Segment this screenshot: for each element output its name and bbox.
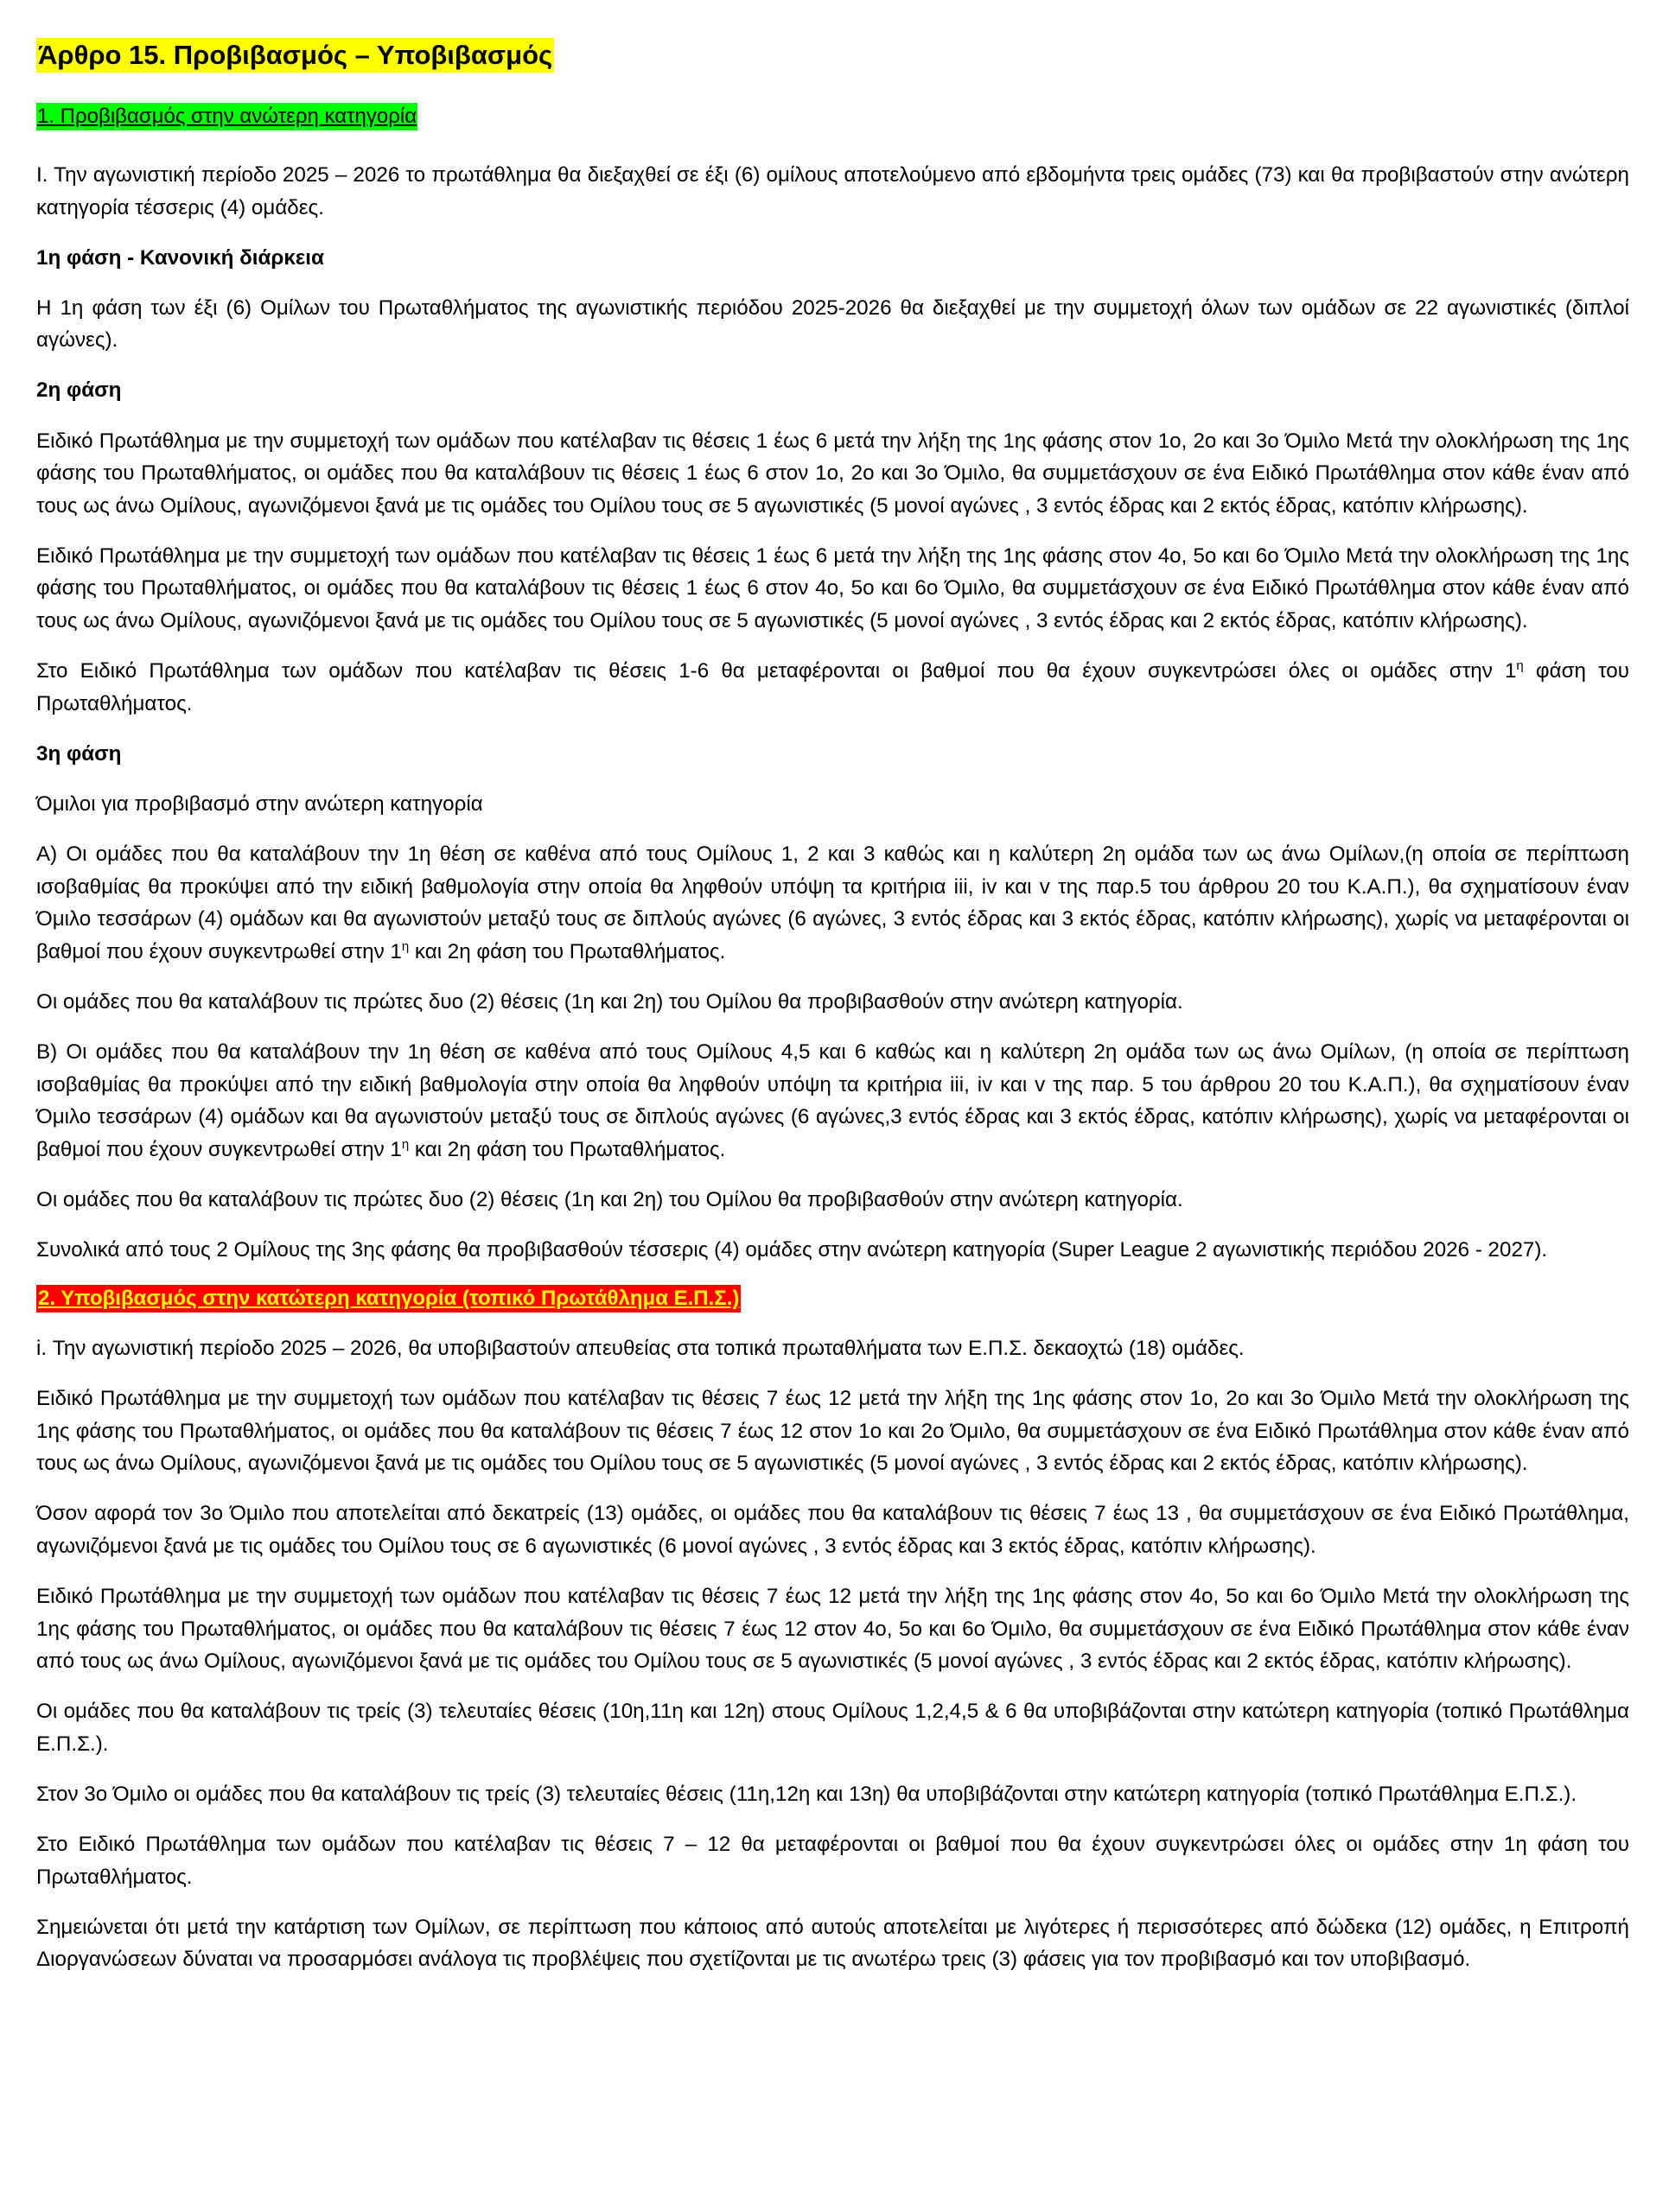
text-run: φάση του Πρωταθλήματος. [36,659,1629,715]
section2-paragraph-2: Ειδικό Πρωτάθλημα με την συμμετοχή των ομάδων που κατέλαβαν τις θέσεις 7 έως 12 μετά την λήξη της 1ης φάσης στον 1ο, 2ο και 3ο Όμιλο Μετά την ολοκλήρωση της 1ης φάσης του Πρωταθλήματος, οι ομάδες που θα καταλάβουν τις θέσεις 7 έως 12 στον 1ο και 2ο Όμιλο, θα συμμετάσχουν σε ένα Ειδικό Πρωτάθλημα στον κάθε έναν από τους ως άνω Ομίλους, αγωνιζόμενοι ξανά με τις ομάδες του Ομίλου τους σε 5 αγωνιστικές (5 μονοί αγώνες , 3 εντός έδρας και 2 εκτός έδρας, κατόπιν κλήρωσης). [36,1387,1629,1476]
phase3-group-b-result: Οι ομάδες που θα καταλάβουν τις πρώτες δυο (2) θέσεις (1η και 2η) του Ομίλου θα προβιβασθούν στην ανώτερη κατηγορία. [36,1187,1183,1211]
section2-heading: 2. Υποβιβασμός στην κατώτερη κατηγορία (τοπικό Πρωτάθλημα Ε.Π.Σ.) [36,1285,741,1313]
phase3-heading: 3η φάση [36,741,122,766]
text-run: Α) Οι ομάδες που θα καταλάβουν την 1η θέση σε καθένα από τους Ομίλους 1, 2 και 3 καθώς και η καλύτερη 2η ομάδα των ως άνω Ομίλων,(η οποία σε περίπτωση ισοβαθμίας θα προκύψει από την ειδική βαθμολογία στην οποία θα ληφθούν υπόψη τα κριτήρια iii, iv και v της παρ.5 του άρθρου 20 του Κ.Α.Π.), θα σχηματίσουν έναν Όμιλο τεσσάρων (4) ομάδων και θα αγωνιστούν μεταξύ τους σε διπλούς αγώνες (6 αγώνες, 3 εντός έδρας και 3 εκτός έδρας, κατόπιν κλήρωσης), χωρίς να μεταφέρονται οι βαθμοί που έχουν συγκεντρωθεί στην 1 [36,842,1629,963]
phase3-group-a [36,838,1629,968]
phase2-paragraph-2: Ειδικό Πρωτάθλημα με την συμμετοχή των ομάδων που κατέλαβαν τις θέσεις 1 έως 6 μετά την λήξη της 1ης φάσης στον 4ο, 5ο και 6ο Όμιλο Μετά την ολοκλήρωση της 1ης φάσης του Πρωταθλήματος, οι ομάδες που θα καταλάβουν τις θέσεις 1 έως 6 στον 4ο, 5ο και 6ο Όμιλο, θα συμμετάσχουν σε ένα Ειδικό Πρωτάθλημα στον κάθε έναν από τους ως άνω Ομίλους, αγωνιζόμενοι ξανά με τις ομάδες του Ομίλου τους σε 5 αγωνιστικές (5 μονοί αγώνες , 3 εντός έδρας και 2 εκτός έδρας, κατόπιν κλήρωσης). [36,543,1629,633]
phase3-group-a-result: Οι ομάδες που θα καταλάβουν τις πρώτες δυο (2) θέσεις (1η και 2η) του Ομίλου θα προβιβασθούν στην ανώτερη κατηγορία. [36,989,1183,1014]
section2-paragraph-3: Όσον αφορά τον 3ο Όμιλο που αποτελείται από δεκατρείς (13) ομάδες, οι ομάδες που θα καταλάβουν τις θέσεις 7 έως 13 , θα συμμετάσχουν σε ένα Ειδικό Πρωτάθλημα, αγωνιζόμενοι ξανά με τις ομάδες του Ομίλου τους σε 6 αγωνιστικές (6 μονοί αγώνες , 3 εντός έδρας και 3 εκτός έδρας, κατόπιν κλήρωσης). [36,1502,1629,1558]
phase1-text: Η 1η φάση των έξι (6) Ομίλων του Πρωταθλήματος της αγωνιστικής περιόδου 2025-2026 θα διεξαχθεί με την συμμετοχή όλων των ομάδων σε 22 αγωνιστικές (διπλοί αγώνες). [36,296,1629,353]
article-title: Άρθρο 15. Προβιβασμός – Υποβιβασμός [36,38,554,73]
superscript: η [401,1136,410,1152]
section2-paragraph-5: Οι ομάδες που θα καταλάβουν τις τρείς (3) τελευταίες θέσεις (10η,11η και 12η) στους Ομίλους 1,2,4,5 & 6 θα υποβιβάζονται στην κατώτερη κατηγορία (τοπικό Πρωτάθλημα Ε.Π.Σ.). [36,1700,1629,1756]
promotion-summary: Συνολικά από τους 2 Ομίλους της 3ης φάσης θα προβιβασθούν τέσσερις (4) ομάδες στην ανώτερη κατηγορία (Super League 2 αγωνιστικής περιόδου 2026 - 2027). [36,1237,1548,1262]
section2-paragraph-4: Ειδικό Πρωτάθλημα με την συμμετοχή των ομάδων που κατέλαβαν τις θέσεις 7 έως 12 μετά την λήξη της 1ης φάσης στον 4ο, 5ο και 6ο Όμιλο Μετά την ολοκλήρωση της 1ης φάσης του Πρωταθλήματος, οι ομάδες που θα καταλάβουν τις θέσεις 7 έως 12 στον 4ο, 5ο και 6ο Όμιλο, θα συμμετάσχουν σε ένα Ειδικό Πρωτάθλημα στον κάθε έναν από τους ως άνω Ομίλους, αγωνιζόμενοι ξανά με τις ομάδες του Ομίλου τους σε 5 αγωνιστικές (5 μονοί αγώνες , 3 εντός έδρας και 2 εκτός έδρας, κατόπιν κλήρωσης). [36,1585,1629,1674]
phase2-paragraph-1: Ειδικό Πρωτάθλημα με την συμμετοχή των ομάδων που κατέλαβαν τις θέσεις 1 έως 6 μετά την λήξη της 1ης φάσης στον 1ο, 2ο και 3ο Όμιλο Μετά την ολοκλήρωση της 1ης φάσης του Πρωταθλήματος, οι ομάδες που θα καταλάβουν τις θέσεις 1 έως 6 στον 1ο, 2ο και 3ο Όμιλο, θα συμμετάσχουν σε ένα Ειδικό Πρωτάθλημα στον κάθε έναν από τους ως άνω Ομίλους, αγωνιζόμενοι ξανά με τις ομάδες του Ομίλου τους σε 5 αγωνιστικές (5 μονοί αγώνες , 3 εντός έδρας και 2 εκτός έδρας, κατόπιν κλήρωσης). [36,429,1629,518]
text-run: και 2η φάση του Πρωταθλήματος. [409,1137,726,1161]
section2-heading-row [36,1284,1629,1313]
section2-paragraph-8: Σημειώνεται ότι μετά την κατάρτιση των Ομίλων, σε περίπτωση που κάποιος από αυτούς αποτελείται με λιγότερες ή περισσότερες από δώδεκα (12) ομάδες, η Επιτροπή Διοργανώσεων δύναται να προσαρμόσει ανάλογα τις προβλέψεις που σχετίζονται με τις ανωτέρω τρεις (3) φάσεις για τον προβιβασμό και τον υποβιβασμό. [36,1915,1629,1972]
section1-intro: Ι. Την αγωνιστική περίοδο 2025 – 2026 το πρωτάθλημα θα διεξαχθεί σε έξι (6) ομίλους αποτελούμενο από εβδομήντα τρεις ομάδες (73) και θα προβιβαστούν στην ανώτερη κατηγορία τέσσερις (4) ομάδες. [36,163,1629,219]
text-run: και 2η φάση του Πρωταθλήματος. [409,939,726,963]
phase3-intro: Όμιλοι για προβιβασμό στην ανώτερη κατηγορία [36,791,483,816]
phase3-group-b [36,1036,1629,1166]
phase2-heading: 2η φάση [36,378,122,403]
text-run: Β) Οι ομάδες που θα καταλάβουν την 1η θέση σε καθένα από τους Ομίλους 4,5 και 6 καθώς και η καλύτερη 2η ομάδα των ως άνω Ομίλων, (η οποία σε περίπτωση ισοβαθμίας θα προκύψει από την ειδική βαθμολογία στην οποία θα ληφθούν υπόψη τα κριτήρια iii, iv και v της παρ. 5 του άρθρου 20 του Κ.Α.Π.), θα σχηματίσουν έναν Όμιλο τεσσάρων (4) ομάδων και θα αγωνιστούν μεταξύ τους σε διπλούς αγώνες (6 αγώνες,3 εντός έδρας και 3 εκτός έδρας, κατόπιν κλήρωσης), χωρίς να μεταφέρονται οι βαθμοί που έχουν συγκεντρωθεί στην 1 [36,1039,1629,1161]
phase2-paragraph-3 [36,655,1629,720]
superscript: η [401,938,410,954]
section1-heading-row [36,102,1629,131]
phase1-heading: 1η φάση - Κανονική διάρκεια [36,245,324,270]
section2-paragraph-1: i. Την αγωνιστική περίοδο 2025 – 2026, θα υποβιβαστούν απευθείας στα τοπικά πρωταθλήματα των Ε.Π.Σ. δεκαοχτώ (18) ομάδες. [36,1337,1245,1361]
section2-paragraph-7: Στο Ειδικό Πρωτάθλημα των ομάδων που κατέλαβαν τις θέσεις 7 – 12 θα μεταφέρονται οι βαθμοί που θα έχουν συγκεντρώσει όλες οι ομάδες στην 1η φάση του Πρωταθλήματος. [36,1833,1629,1889]
text-run: Στο Ειδικό Πρωτάθλημα των ομάδων που κατέλαβαν τις θέσεις 1-6 θα μεταφέρονται οι βαθμοί που θα έχουν συγκεντρώσει όλες οι ομάδες στην 1 [36,659,1517,683]
section1-heading: 1. Προβιβασμός στην ανώτερη κατηγορία [36,103,417,130]
superscript: η [1516,658,1524,674]
article-title-row [36,38,1629,73]
section2-paragraph-6: Στον 3ο Όμιλο οι ομάδες που θα καταλάβουν τις τρείς (3) τελευταίες θέσεις (11η,12η και 13η) θα υποβιβάζονται στην κατώτερη κατηγορία (τοπικό Πρωτάθλημα Ε.Π.Σ.). [36,1783,1577,1807]
